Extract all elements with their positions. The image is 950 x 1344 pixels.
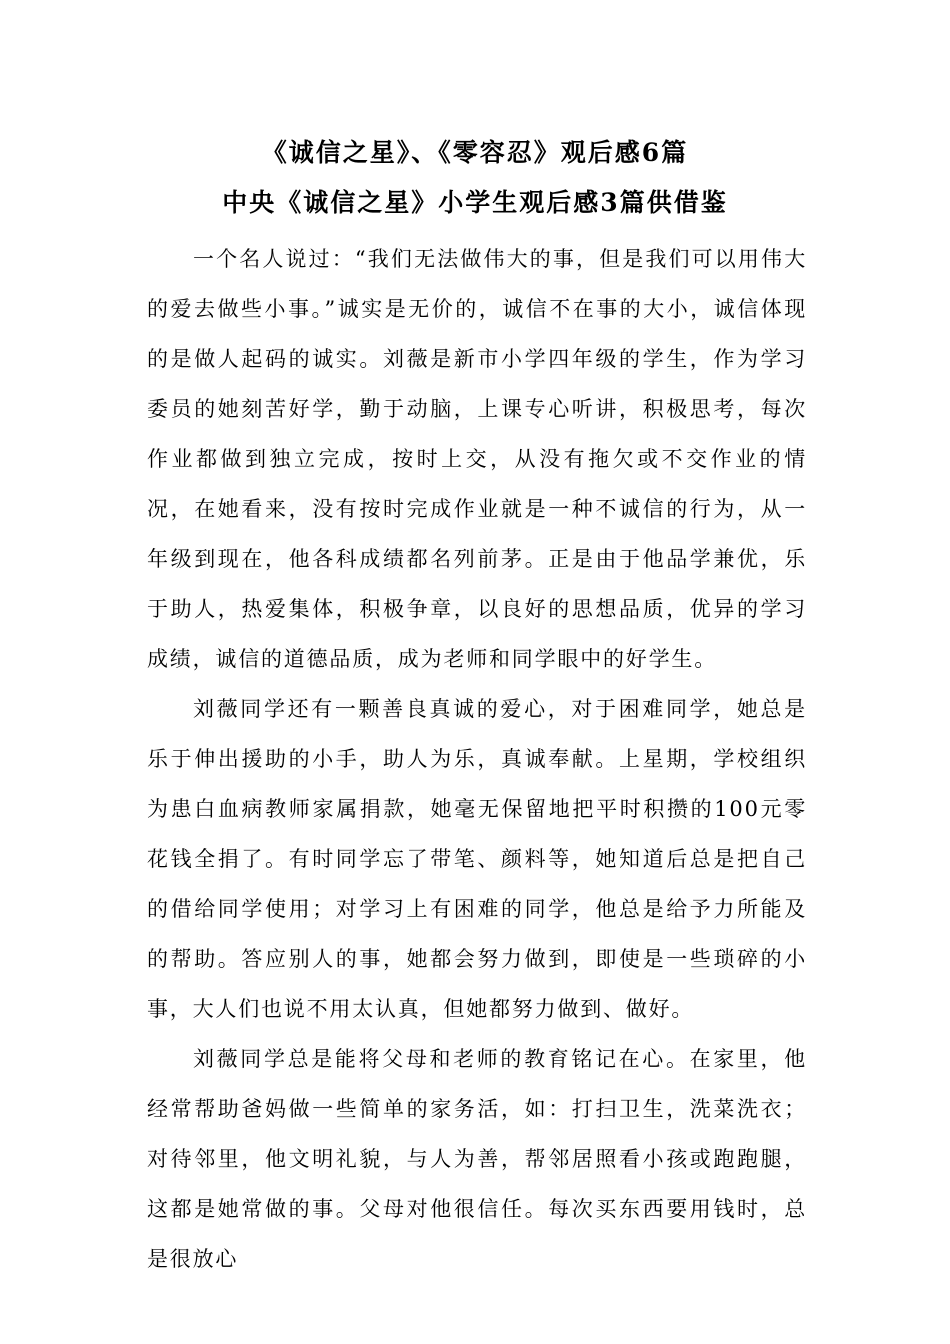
- document-title: 《诚信之星》、《零容忍》观后感6篇: [261, 138, 689, 167]
- document-subtitle: 中央《诚信之星》小学生观后感3篇供借鉴: [222, 188, 728, 217]
- paragraph-3: 刘薇同学总是能将父母和老师的教育铭记在心。在家里，他经常帮助爸妈做一些简单的家务活，如：打扫卫生，洗菜洗衣；对待邻里，他文明礼貌，与人为善，帮邻居照看小孩或跑跑腿，这都是她常做的事。父母对他很信任。每次买东西要用钱时，总是很放心: [147, 1047, 807, 1271]
- document-body: [147, 234, 807, 1284]
- paragraph-2: 刘薇同学还有一颗善良真诚的爱心，对于困难同学，她总是乐于伸出援助的小手，助人为乐，真诚奉献。上星期，学校组织为患白血病教师家属捐款，她毫无保留地把平时积攒的100元零花钱全捐了。有时同学忘了带笔、颜料等，她知道后总是把自己的借给同学使用；对学习上有困难的同学，他总是给予力所能及的帮助。答应别人的事，她都会努力做到，即使是一些琐碎的小事，大人们也说不用太认真，但她都努力做到、做好。: [147, 697, 807, 1021]
- paragraph-1: 一个名人说过：“我们无法做伟大的事，但是我们可以用伟大的爱去做些小事。”诚实是无价的，诚信不在事的大小，诚信体现的是做人起码的诚实。刘薇是新市小学四年级的学生，作为学习委员的她刻苦好学，勤于动脑，上课专心听讲，积极思考，每次作业都做到独立完成，按时上交，从没有拖欠或不交作业的情况，在她看来，没有按时完成作业就是一种不诚信的行为，从一年级到现在，他各科成绩都名列前茅。正是由于他品学兼优，乐于助人，热爱集体，积极争章，以良好的思想品质，优异的学习成绩，诚信的道德品质，成为老师和同学眼中的好学生。: [147, 247, 807, 671]
